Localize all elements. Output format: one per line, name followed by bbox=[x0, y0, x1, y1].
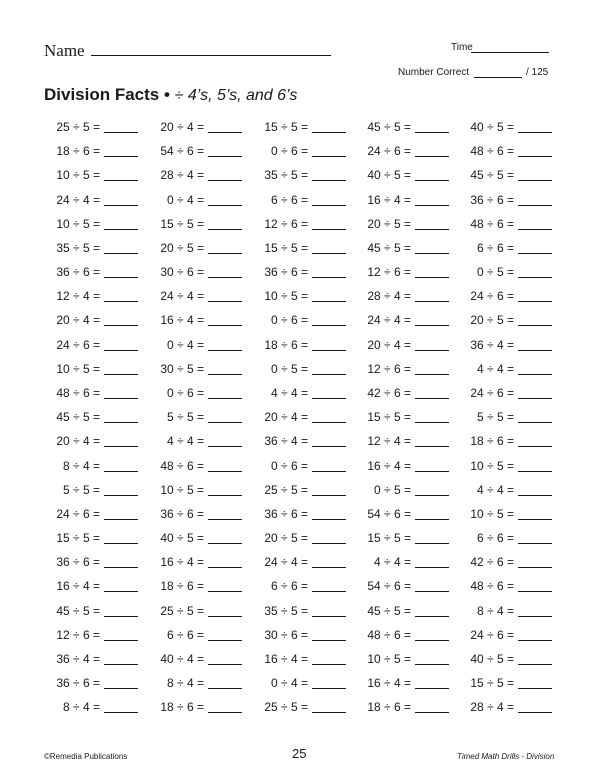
problem-text: 16 ÷ 4 = bbox=[160, 313, 204, 328]
problem-text: 40 ÷ 4 = bbox=[160, 651, 204, 666]
answer-blank[interactable] bbox=[518, 229, 552, 230]
problem-text: 5 ÷ 5 = bbox=[167, 410, 204, 425]
problem-text: 36 ÷ 6 = bbox=[56, 555, 100, 570]
problem-text: 15 ÷ 5 = bbox=[470, 676, 514, 691]
number-correct-label: Number Correct bbox=[398, 67, 470, 78]
answer-blank[interactable] bbox=[518, 471, 552, 472]
problem-text: 12 ÷ 6 = bbox=[367, 265, 411, 280]
problem-text: 20 ÷ 4 = bbox=[264, 410, 308, 425]
problem-text: 12 ÷ 6 = bbox=[264, 216, 308, 231]
problem-text: 48 ÷ 6 = bbox=[470, 579, 514, 594]
problem-text: 20 ÷ 4 = bbox=[56, 313, 100, 328]
problem-text: 0 ÷ 6 = bbox=[271, 313, 308, 328]
problem-text: 24 ÷ 4 = bbox=[367, 313, 411, 328]
problem-text: 10 ÷ 5 = bbox=[470, 458, 514, 473]
title-subtitle: ÷ 4’s, 5’s, and 6’s bbox=[174, 87, 298, 104]
problem-text: 40 ÷ 5 = bbox=[470, 120, 514, 134]
answer-blank[interactable] bbox=[518, 543, 552, 544]
problem-text: 12 ÷ 6 = bbox=[56, 627, 100, 642]
problem-text: 45 ÷ 5 = bbox=[56, 603, 100, 618]
problem-text: 16 ÷ 4 = bbox=[56, 579, 100, 594]
problem-text: 45 ÷ 5 = bbox=[56, 410, 100, 425]
problem-text: 45 ÷ 5 = bbox=[367, 240, 411, 255]
number-correct-total: / 125 bbox=[526, 67, 549, 78]
problem-text: 24 ÷ 6 = bbox=[56, 506, 100, 521]
problem-text: 6 ÷ 6 = bbox=[271, 192, 308, 207]
problem-text: 0 ÷ 6 = bbox=[271, 144, 308, 159]
problem-text: 35 ÷ 5 = bbox=[56, 240, 100, 255]
time-label: Time bbox=[451, 42, 473, 53]
problem-text: 8 ÷ 4 = bbox=[477, 603, 514, 618]
problem-text: 15 ÷ 5 = bbox=[160, 216, 204, 231]
problem-text: 4 ÷ 4 = bbox=[167, 434, 204, 449]
problem-text: 16 ÷ 4 = bbox=[367, 676, 411, 691]
answer-blank[interactable] bbox=[518, 301, 552, 302]
problem-text: 10 ÷ 5 = bbox=[56, 168, 100, 183]
answer-blank[interactable] bbox=[518, 567, 552, 568]
problem-text: 18 ÷ 6 = bbox=[470, 434, 514, 449]
problem-text: 10 ÷ 5 = bbox=[367, 651, 411, 666]
problem-text: 10 ÷ 5 = bbox=[264, 289, 308, 304]
answer-blank[interactable] bbox=[518, 446, 552, 447]
problem-text: 36 ÷ 6 = bbox=[470, 192, 514, 207]
answer-blank[interactable] bbox=[518, 519, 552, 520]
problem-text: 18 ÷ 6 = bbox=[367, 700, 411, 715]
problem-text: 48 ÷ 6 = bbox=[470, 144, 514, 159]
problem-text: 6 ÷ 6 = bbox=[271, 579, 308, 594]
problem-text: 0 ÷ 4 = bbox=[167, 192, 204, 207]
problem-text: 36 ÷ 4 = bbox=[264, 434, 308, 449]
problem-text: 36 ÷ 6 = bbox=[56, 265, 100, 280]
problem-text: 12 ÷ 4 = bbox=[367, 434, 411, 449]
problem-text: 15 ÷ 5 = bbox=[56, 531, 100, 546]
answer-blank[interactable] bbox=[518, 495, 552, 496]
problem-text: 48 ÷ 6 = bbox=[470, 216, 514, 231]
title-bullet: • bbox=[159, 85, 175, 104]
problem-text: 28 ÷ 4 = bbox=[160, 168, 204, 183]
problem-text: 10 ÷ 5 = bbox=[470, 506, 514, 521]
problem-text: 20 ÷ 5 = bbox=[160, 240, 204, 255]
problem-text: 10 ÷ 5 = bbox=[160, 482, 204, 497]
problem-text: 15 ÷ 5 = bbox=[367, 410, 411, 425]
problem-text: 40 ÷ 5 = bbox=[160, 531, 204, 546]
answer-blank[interactable] bbox=[518, 640, 552, 641]
problem-text: 4 ÷ 4 = bbox=[374, 555, 411, 570]
problem-text: 8 ÷ 4 = bbox=[167, 676, 204, 691]
problem-text: 0 ÷ 4 = bbox=[271, 676, 308, 691]
problem-text: 16 ÷ 4 = bbox=[367, 458, 411, 473]
problem-text: 18 ÷ 6 = bbox=[264, 337, 308, 352]
problem-text: 16 ÷ 4 = bbox=[160, 555, 204, 570]
problem-text: 24 ÷ 6 = bbox=[367, 144, 411, 159]
problem-text: 24 ÷ 4 = bbox=[160, 289, 204, 304]
answer-blank[interactable] bbox=[518, 591, 552, 592]
problem-text: 15 ÷ 5 = bbox=[264, 120, 308, 134]
problem-text: 20 ÷ 4 = bbox=[160, 120, 204, 134]
problem-text: 24 ÷ 6 = bbox=[470, 289, 514, 304]
problem-text: 28 ÷ 4 = bbox=[367, 289, 411, 304]
problem-text: 12 ÷ 6 = bbox=[367, 361, 411, 376]
problem-text: 25 ÷ 5 = bbox=[160, 603, 204, 618]
answer-blank[interactable] bbox=[518, 180, 552, 181]
problem-text: 24 ÷ 6 = bbox=[470, 627, 514, 642]
problem-text: 45 ÷ 5 = bbox=[470, 168, 514, 183]
problem-text: 45 ÷ 5 = bbox=[367, 603, 411, 618]
problem-text: 54 ÷ 6 = bbox=[367, 506, 411, 521]
answer-blank[interactable] bbox=[518, 422, 552, 423]
problem-text: 5 ÷ 5 = bbox=[63, 482, 100, 497]
answer-blank[interactable] bbox=[518, 712, 552, 713]
problem-text: 30 ÷ 6 = bbox=[160, 265, 204, 280]
problem-text: 24 ÷ 4 = bbox=[56, 192, 100, 207]
problem-text: 4 ÷ 4 = bbox=[271, 385, 308, 400]
name-label: Name bbox=[44, 41, 85, 60]
problem-text: 25 ÷ 5 = bbox=[56, 120, 100, 134]
problem-text: 36 ÷ 4 = bbox=[470, 337, 514, 352]
problem-text: 24 ÷ 6 = bbox=[470, 385, 514, 400]
problem-text: 30 ÷ 5 = bbox=[160, 361, 204, 376]
problem-text: 4 ÷ 4 = bbox=[477, 482, 514, 497]
problem-text: 25 ÷ 5 = bbox=[264, 482, 308, 497]
answer-blank[interactable] bbox=[518, 277, 552, 278]
title-main: Division Facts bbox=[44, 85, 160, 104]
problem-text: 28 ÷ 4 = bbox=[470, 700, 514, 715]
problem-text: 20 ÷ 5 = bbox=[470, 313, 514, 328]
problem-text: 40 ÷ 5 = bbox=[367, 168, 411, 183]
problem-text: 6 ÷ 6 = bbox=[477, 240, 514, 255]
problem-text: 54 ÷ 6 = bbox=[367, 579, 411, 594]
problem-text: 20 ÷ 5 = bbox=[367, 216, 411, 231]
problem-text: 16 ÷ 4 = bbox=[264, 651, 308, 666]
answer-blank[interactable] bbox=[518, 374, 552, 375]
problem-text: 6 ÷ 6 = bbox=[167, 627, 204, 642]
answer-blank[interactable] bbox=[518, 253, 552, 254]
page-number: 25 bbox=[292, 746, 307, 761]
problem-text: 18 ÷ 6 = bbox=[56, 144, 100, 159]
problem-text: 36 ÷ 6 = bbox=[160, 506, 204, 521]
problem-text: 8 ÷ 4 = bbox=[63, 700, 100, 715]
problem-text: 6 ÷ 6 = bbox=[477, 531, 514, 546]
answer-blank[interactable] bbox=[518, 616, 552, 617]
problem-text: 40 ÷ 5 = bbox=[470, 651, 514, 666]
problem-text: 45 ÷ 5 = bbox=[367, 120, 411, 134]
problem-text: 12 ÷ 4 = bbox=[56, 289, 100, 304]
problem-text: 0 ÷ 6 = bbox=[167, 385, 204, 400]
problem-text: 48 ÷ 6 = bbox=[367, 627, 411, 642]
problem-text: 10 ÷ 5 = bbox=[56, 216, 100, 231]
problem-text: 15 ÷ 5 = bbox=[264, 240, 308, 255]
problem-text: 4 ÷ 4 = bbox=[477, 361, 514, 376]
answer-blank[interactable] bbox=[518, 664, 552, 665]
problem-text: 48 ÷ 6 = bbox=[56, 385, 100, 400]
answer-blank[interactable] bbox=[518, 350, 552, 351]
answer-blank[interactable] bbox=[518, 688, 552, 689]
problem-text: 18 ÷ 6 = bbox=[160, 579, 204, 594]
problem-text: 54 ÷ 6 = bbox=[160, 144, 204, 159]
problem-text: 0 ÷ 4 = bbox=[167, 337, 204, 352]
problem-text: 42 ÷ 6 = bbox=[470, 555, 514, 570]
problem-text: 20 ÷ 5 = bbox=[264, 531, 308, 546]
problem-text: 48 ÷ 6 = bbox=[160, 458, 204, 473]
problem-text: 35 ÷ 5 = bbox=[264, 168, 308, 183]
problem-text: 20 ÷ 4 = bbox=[367, 337, 411, 352]
problem-text: 0 ÷ 5 = bbox=[477, 265, 514, 280]
problem-text: 36 ÷ 6 = bbox=[56, 676, 100, 691]
problem-text: 16 ÷ 4 = bbox=[367, 192, 411, 207]
problem-text: 24 ÷ 4 = bbox=[264, 555, 308, 570]
problem-text: 30 ÷ 6 = bbox=[264, 627, 308, 642]
problem-text: 36 ÷ 6 = bbox=[264, 265, 308, 280]
publisher-credit: ©Remedia Publications bbox=[44, 752, 128, 761]
problem-text: 36 ÷ 6 = bbox=[264, 506, 308, 521]
answer-blank[interactable] bbox=[518, 398, 552, 399]
problem-text: 36 ÷ 4 = bbox=[56, 651, 100, 666]
answer-blank[interactable] bbox=[518, 325, 552, 326]
problem-text: 0 ÷ 5 = bbox=[271, 361, 308, 376]
problem-text: 15 ÷ 5 = bbox=[367, 531, 411, 546]
answer-blank[interactable] bbox=[518, 156, 552, 157]
problem-text: 10 ÷ 5 = bbox=[56, 361, 100, 376]
problem-text: 0 ÷ 6 = bbox=[271, 458, 308, 473]
problem-text: 35 ÷ 5 = bbox=[264, 603, 308, 618]
problem-text: 24 ÷ 6 = bbox=[56, 337, 100, 352]
problem-text: 5 ÷ 5 = bbox=[477, 410, 514, 425]
answer-blank[interactable] bbox=[518, 132, 552, 133]
problem-text: 0 ÷ 5 = bbox=[374, 482, 411, 497]
problem-text: 20 ÷ 4 = bbox=[56, 434, 100, 449]
problem-text: 25 ÷ 5 = bbox=[264, 700, 308, 715]
problem-text: 8 ÷ 4 = bbox=[63, 458, 100, 473]
book-title: Timed Math Drills - Division bbox=[457, 752, 555, 761]
problem-text: 42 ÷ 6 = bbox=[367, 385, 411, 400]
problem-text: 18 ÷ 6 = bbox=[160, 700, 204, 715]
answer-blank[interactable] bbox=[518, 205, 552, 206]
